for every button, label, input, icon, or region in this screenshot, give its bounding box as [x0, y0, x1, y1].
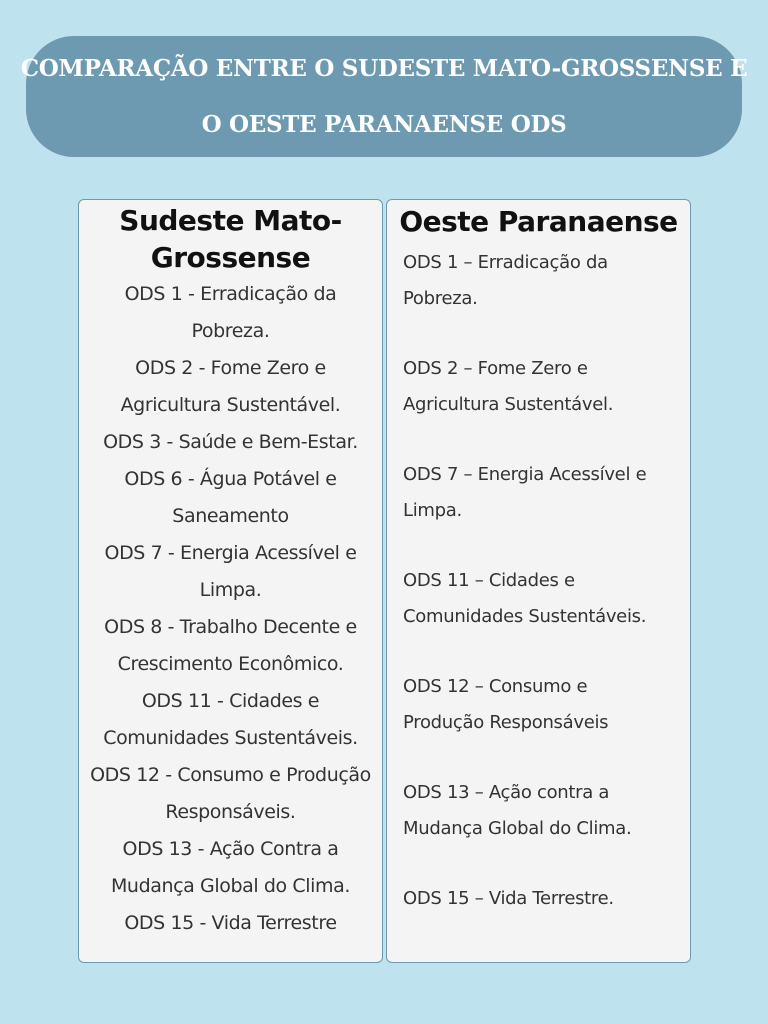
- sudeste-mato-grossense-card: [78, 199, 383, 963]
- list-item: [403, 775, 690, 846]
- list-item: ODS 2 - Fome Zero e: [135, 357, 326, 379]
- title-line-2: O OESTE PARANAENSE ODS: [201, 110, 567, 138]
- list-item: Limpa.: [199, 579, 262, 601]
- title-line-1: COMPARAÇÃO ENTRE O SUDESTE MATO-GROSSENSE E: [20, 54, 748, 82]
- list-item: Agricultura Sustentável.: [120, 394, 341, 416]
- list-item: [403, 881, 690, 917]
- list-item: [403, 669, 690, 740]
- list-item-line-1: ODS 12 – Consumo e: [403, 676, 588, 697]
- list-item: [403, 457, 690, 528]
- list-item: Pobreza.: [191, 320, 270, 342]
- list-item: [403, 351, 690, 422]
- list-item-line-1: ODS 13 – Ação contra a: [403, 782, 610, 803]
- list-item: [403, 563, 690, 634]
- list-item: Responsáveis.: [165, 801, 296, 823]
- list-item-line-1: ODS 1 – Erradicação da: [403, 252, 608, 273]
- list-item: ODS 7 - Energia Acessível e: [104, 542, 357, 564]
- list-item: ODS 15 - Vida Terrestre: [124, 912, 337, 934]
- left-heading-line-1: Sudeste Mato-: [119, 204, 342, 237]
- list-item-line-2: Agricultura Sustentável.: [403, 393, 614, 415]
- oeste-paranaense-card: [386, 199, 691, 963]
- list-item-line-2: Produção Responsáveis: [403, 711, 609, 733]
- list-item-line-2: Pobreza.: [403, 287, 478, 309]
- list-item: ODS 12 - Consumo e Produção: [90, 764, 371, 786]
- list-item-line-2: Limpa.: [403, 499, 462, 521]
- left-ods-list: [79, 276, 382, 942]
- list-item-line-1: ODS 15 – Vida Terrestre.: [403, 888, 614, 909]
- list-item: Saneamento: [172, 505, 289, 527]
- right-ods-list: [387, 245, 690, 917]
- list-item: ODS 8 - Trabalho Decente e: [104, 616, 357, 638]
- list-item-line-1: ODS 2 – Fome Zero e: [403, 358, 588, 379]
- left-heading-line-2: Grossense: [150, 241, 311, 274]
- list-item: Mudança Global do Clima.: [110, 875, 351, 897]
- list-item: Comunidades Sustentáveis.: [103, 727, 358, 749]
- list-item: ODS 13 - Ação Contra a: [122, 838, 339, 860]
- list-item: ODS 1 - Erradicação da: [124, 283, 337, 305]
- list-item-line-2: Comunidades Sustentáveis.: [403, 605, 647, 627]
- list-item: ODS 11 - Cidades e: [141, 690, 320, 712]
- list-item: ODS 3 - Saúde e Bem-Estar.: [103, 431, 358, 453]
- list-item-line-2: Mudança Global do Clima.: [403, 817, 632, 839]
- list-item: Crescimento Econômico.: [117, 653, 344, 675]
- title-banner: [20, 36, 748, 157]
- list-item-line-1: ODS 7 – Energia Acessível e: [403, 464, 647, 485]
- right-heading: Oeste Paranaense: [399, 205, 678, 238]
- list-item: ODS 6 - Água Potável e: [124, 468, 337, 490]
- list-item: [403, 245, 690, 316]
- list-item-line-1: ODS 11 – Cidades e: [403, 570, 575, 591]
